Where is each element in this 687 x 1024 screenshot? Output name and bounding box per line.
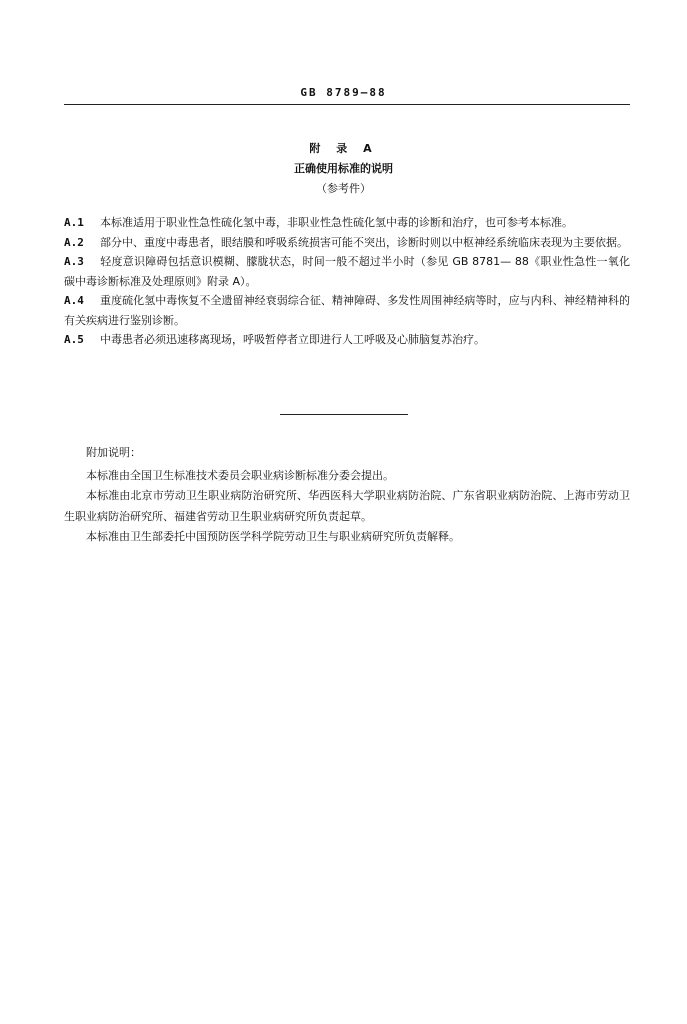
clause-a2 <box>64 233 630 253</box>
appendix-title: 附 录 A <box>309 142 378 155</box>
supplementary-notes <box>64 443 630 548</box>
clause-text: 轻度意识障碍包括意识模糊、朦胧状态，时间一般不超过半小时（参见 GB 8781— 88《职业性急性一氧化碳中毒诊断标准及处理原则》附录 A）。 <box>64 255 630 288</box>
clause-text: 本标准适用于职业性急性硫化氢中毒，非职业性急性硫化氢中毒的诊断和治疗，也可参考本标准。 <box>100 216 573 229</box>
header-rule <box>64 104 630 105</box>
clause-number: A.2 <box>64 235 84 249</box>
clause-text: 部分中、重度中毒患者，眼结膜和呼吸系统损害可能不突出，诊断时则以中枢神经系统临床表现为主要依据。 <box>100 235 628 249</box>
clause-list <box>64 213 630 350</box>
clause-number: A.3 <box>64 255 84 268</box>
supplement-paragraph: 本标准由卫生部委托中国预防医学科学院劳动卫生与职业病研究所负责解释。 <box>86 530 460 543</box>
clause-a5 <box>64 330 630 350</box>
standard-code-header: GB 8789—88 <box>300 86 387 99</box>
supplement-paragraph: 本标准由全国卫生标准技术委员会职业病诊断标准分委会提出。 <box>86 468 394 482</box>
appendix-subtitle: 正确使用标准的说明 <box>294 162 393 175</box>
section-divider <box>280 414 408 415</box>
clause-number: A.5 <box>64 333 84 346</box>
clause-text: 重度硫化氢中毒恢复不全遗留神经衰弱综合征、精神障碍、多发性周围神经病等时，应与内科、神经精神科的有关疾病进行鉴别诊断。 <box>64 294 630 327</box>
appendix-note: （参考件） <box>316 182 371 195</box>
supplement-title: 附加说明： <box>86 446 141 459</box>
clause-a3 <box>64 252 630 291</box>
clause-number: A.4 <box>64 294 84 307</box>
clause-a1 <box>64 213 630 233</box>
clause-text: 中毒患者必须迅速移离现场，呼吸暂停者立即进行人工呼吸及心肺脑复苏治疗。 <box>100 333 485 346</box>
clause-a4 <box>64 291 630 330</box>
supplement-paragraph: 本标准由北京市劳动卫生职业病防治研究所、华西医科大学职业病防治院、广东省职业病防治院、上海市劳动卫生职业病防治研究所、福建省劳动卫生职业病研究所负责起草。 <box>64 489 630 523</box>
clause-number: A.1 <box>64 216 84 229</box>
